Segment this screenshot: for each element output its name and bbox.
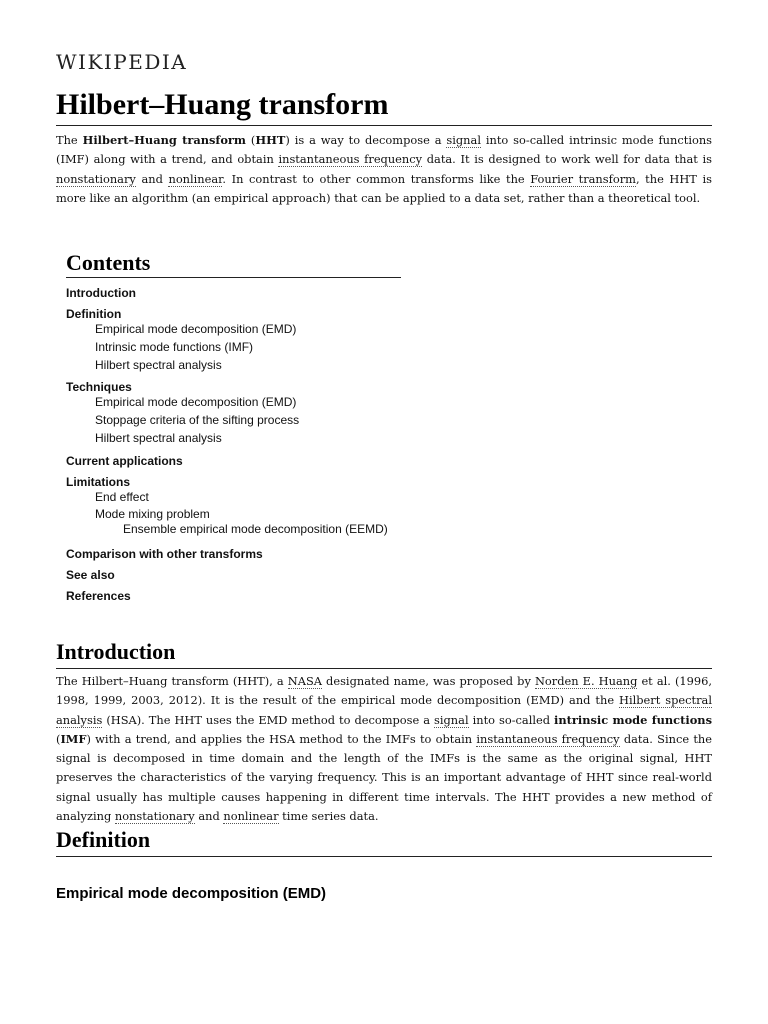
toc-item-end-effect[interactable]: End effect <box>95 490 149 504</box>
text: designated name, was proposed by <box>321 674 535 688</box>
toc-item-see-also[interactable]: See also <box>66 568 115 582</box>
text: and <box>135 171 169 186</box>
toc-item-definition-hsa[interactable]: Hilbert spectral analysis <box>95 358 222 372</box>
bold-term: IMF <box>60 731 87 746</box>
page-title: Hilbert–Huang transform <box>56 86 712 126</box>
text: data. It is designed to work well for data that is <box>422 152 712 167</box>
toc-item-techniques-hsa[interactable]: Hilbert spectral analysis <box>95 431 222 445</box>
definition-heading: Definition <box>56 826 712 857</box>
text: into so-called <box>468 712 555 727</box>
bold-term: intrinsic mode functions <box>554 712 712 727</box>
link-nonstationary[interactable]: nonstationary <box>114 809 195 824</box>
link-instantaneous-frequency[interactable]: instantaneous frequency <box>476 731 620 746</box>
toc-item-techniques-emd[interactable]: Empirical mode decomposition (EMD) <box>95 395 297 409</box>
text: data. Since the signal is decomposed in time domain and the length of the IMFs is the same as the original signal, HHT preserves the characteristics of the varying frequency. This is an important advantage of HHT since real-world signal usually has multiple causes happening in different time intervals. The HHT provides a new method of analyzing <box>56 731 712 824</box>
link-nonlinear[interactable]: nonlinear <box>168 171 223 186</box>
link-norden-e-huang[interactable]: Norden E. Huang <box>534 674 638 688</box>
text: ( <box>56 731 61 746</box>
bold-term: HHT <box>255 133 286 147</box>
link-nasa[interactable]: NASA <box>287 674 322 688</box>
text: into so-called intrinsic mode functions (IMF) along with a trend, and obtain <box>56 133 712 167</box>
toc-item-definition[interactable]: Definition <box>66 307 122 321</box>
text: (HSA). The HHT uses the EMD method to decompose a <box>102 712 435 727</box>
toc-item-techniques[interactable]: Techniques <box>66 380 132 394</box>
link-nonlinear[interactable]: nonlinear <box>223 809 279 824</box>
text: . In contrast to other common transforms like the <box>222 171 531 186</box>
toc-item-limitations[interactable]: Limitations <box>66 475 131 489</box>
text: The Hilbert–Huang transform (HHT), a <box>56 674 288 688</box>
toc-item-mode-mixing[interactable]: Mode mixing problem <box>95 507 210 521</box>
toc-item-current-applications[interactable]: Current applications <box>66 454 183 468</box>
text: ) with a trend, and applies the HSA method to the IMFs to obtain <box>86 731 477 746</box>
introduction-heading: Introduction <box>56 638 712 669</box>
link-nonstationary[interactable]: nonstationary <box>56 171 136 186</box>
toc-item-stoppage-criteria[interactable]: Stoppage criteria of the sifting process <box>95 413 300 427</box>
text: The <box>56 133 83 147</box>
contents-heading: Contents <box>66 250 401 278</box>
bold-term: Hilbert–Huang transform <box>82 133 246 147</box>
link-instantaneous-frequency[interactable]: instantaneous frequency <box>278 152 423 167</box>
text: time series data. <box>278 809 379 824</box>
toc-item-references[interactable]: References <box>66 589 131 603</box>
text: et al. (1996, 1998, 1999, 2003, 2012). It is the result of the empirical mode decomposition (EMD) and the <box>56 674 712 708</box>
toc-item-definition-emd[interactable]: Empirical mode decomposition (EMD) <box>95 322 297 336</box>
emd-subheading: Empirical mode decomposition (EMD) <box>56 885 327 902</box>
link-fourier-transform[interactable]: Fourier transform <box>530 171 636 186</box>
wikipedia-logo[interactable]: WIKIPEDIA <box>56 50 188 74</box>
link-signal[interactable]: signal <box>446 133 481 147</box>
lead-paragraph <box>56 131 712 208</box>
toc-item-definition-imf[interactable]: Intrinsic mode functions (IMF) <box>95 340 254 354</box>
text: and <box>194 809 224 824</box>
link-signal[interactable]: signal <box>434 712 469 727</box>
text: ( <box>245 133 256 147</box>
toc-item-introduction[interactable]: Introduction <box>66 286 136 300</box>
introduction-paragraph <box>56 672 712 826</box>
toc-item-eemd[interactable]: Ensemble empirical mode decomposition (EEMD) <box>123 522 388 536</box>
text: ) is a way to decompose a <box>285 133 447 147</box>
toc-item-comparison[interactable]: Comparison with other transforms <box>66 547 263 561</box>
link-hilbert-spectral-analysis[interactable]: Hilbert spectral analysis <box>56 693 712 727</box>
text: , the HHT is more like an algorithm (an empirical approach) that can be applied to a data set, rather than a theoretical tool. <box>56 171 712 205</box>
